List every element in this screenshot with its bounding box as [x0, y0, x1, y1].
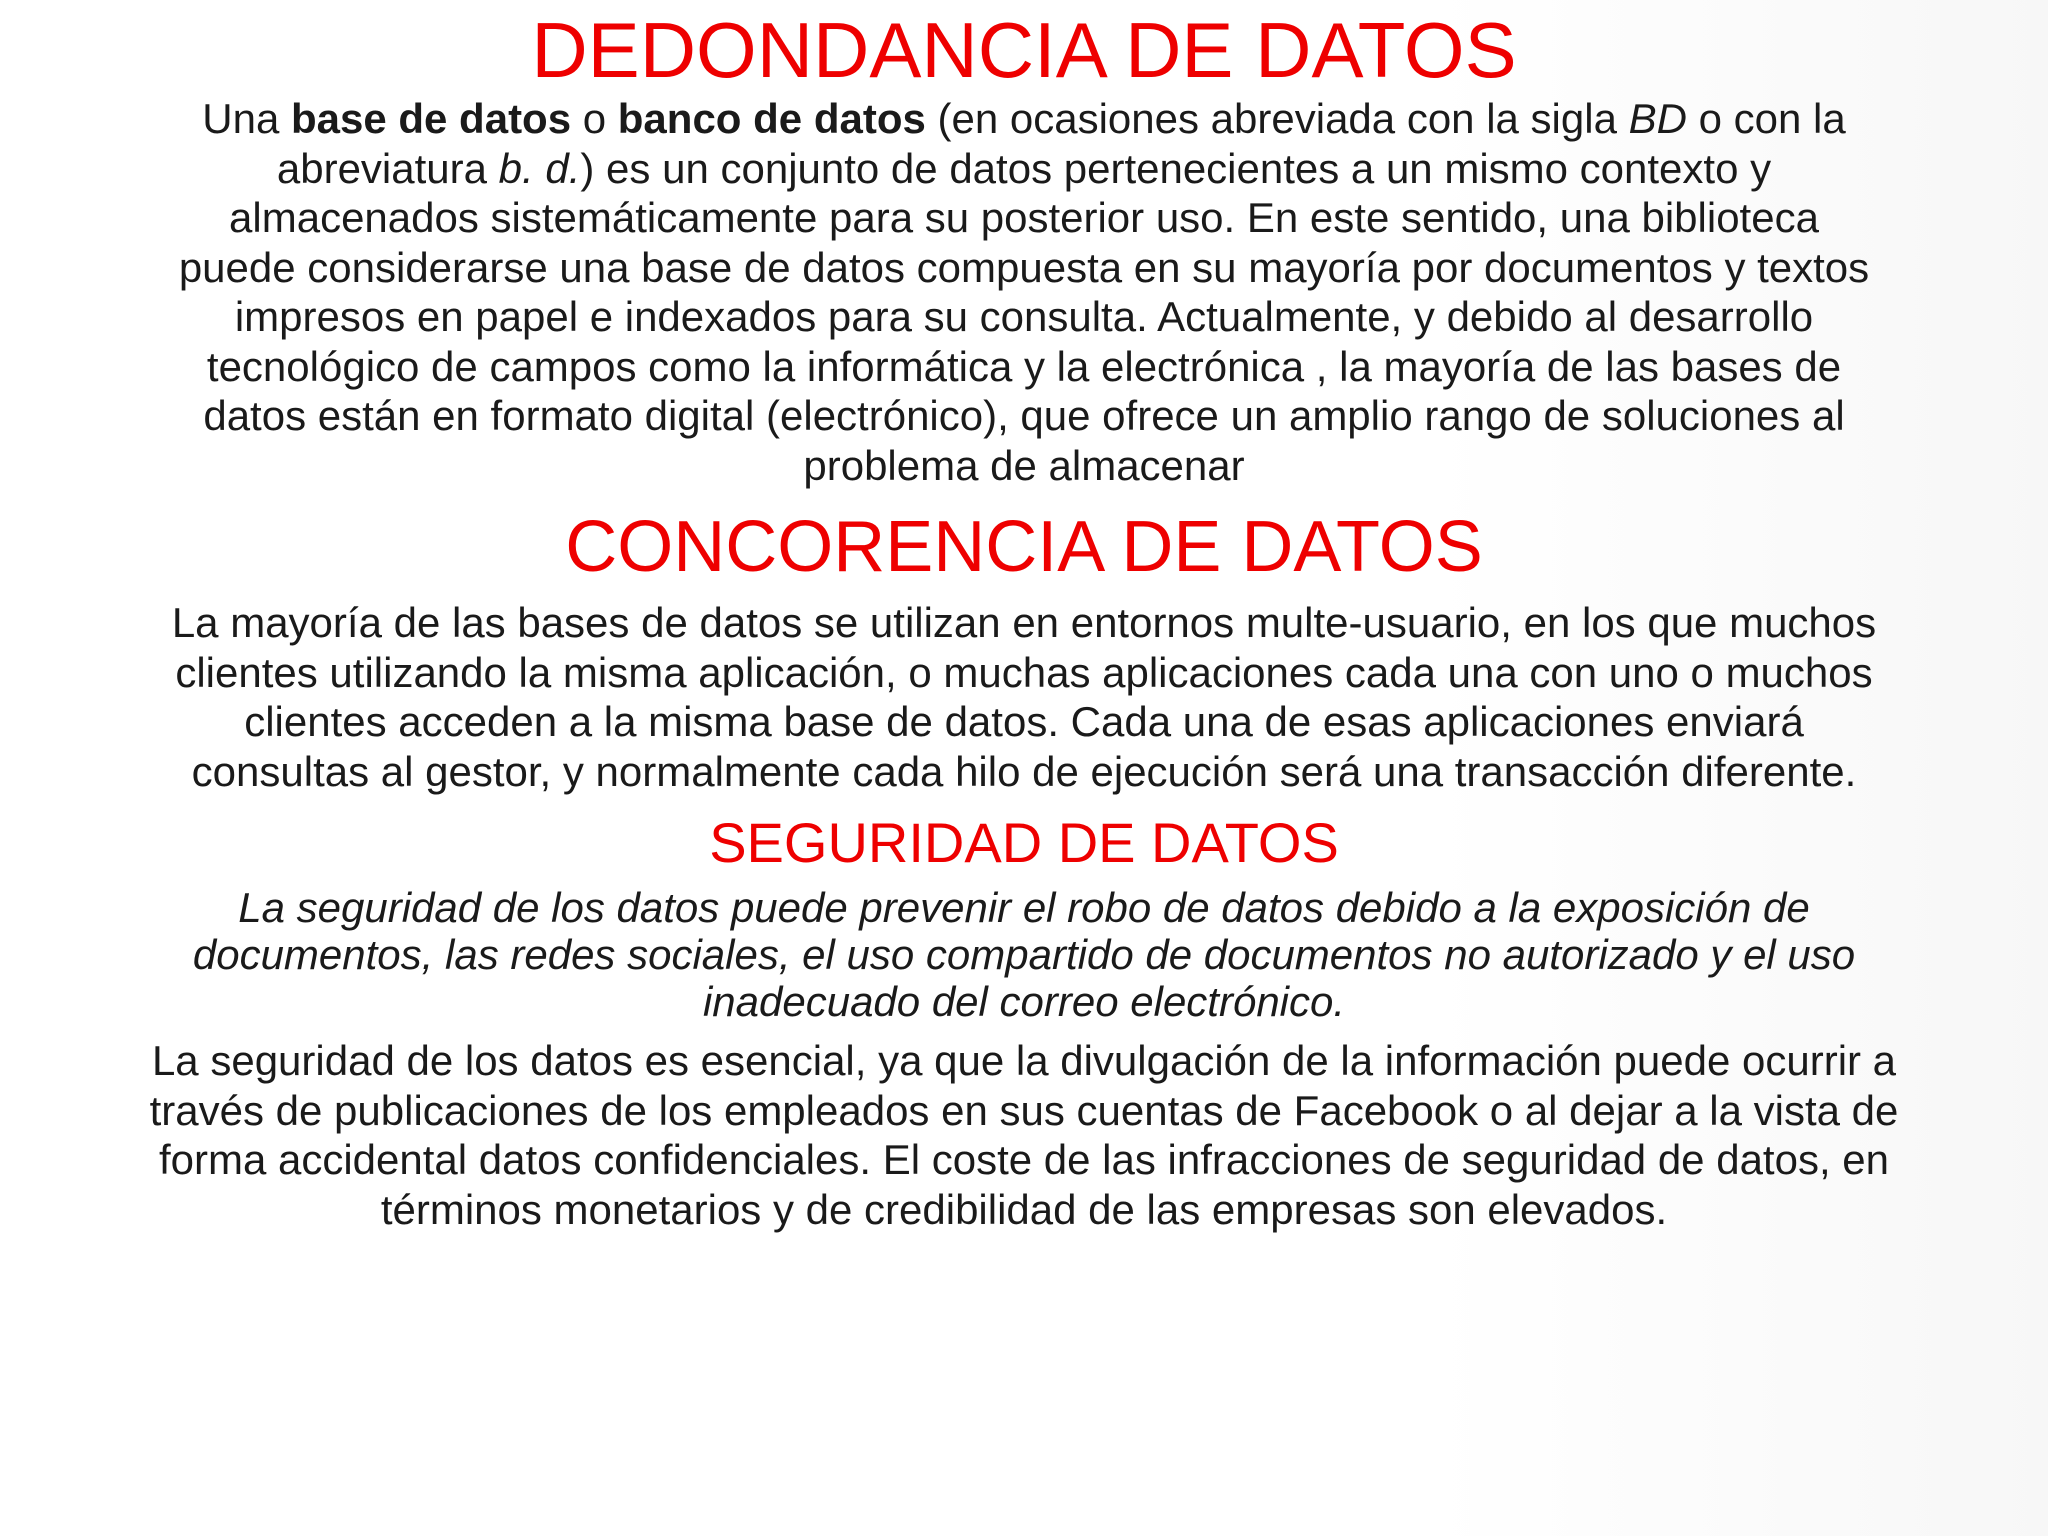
text-run: (en ocasiones abreviada con la sigla	[925, 95, 1629, 142]
paragraph-line: impresos en papel e indexados para su consulta. Actualmente, y debido al desarrollo	[234, 293, 1814, 340]
paragraph-concurrencia	[70, 598, 1978, 796]
heading-seguridad: SEGURIDAD DE DATOS	[709, 811, 1339, 874]
paragraph-line: La mayoría de las bases de datos se utilizan en entornos multe-usuario, en los que muchos	[171, 599, 1877, 646]
paragraph-line: consultas al gestor, y normalmente cada hilo de ejecución será una transacción diferente.	[191, 747, 1857, 795]
paragraph-line: datos están en formato digital (electrónico), que ofrece un amplio rango de soluciones al	[203, 392, 1845, 439]
paragraph-line: La seguridad de los datos puede prevenir el robo de datos debido a la exposición de	[238, 884, 1810, 931]
text-run: ) es un conjunto de datos pertenecientes a un mismo contexto y	[580, 144, 1772, 192]
paragraph-line: clientes utilizando la misma aplicación, o muchas aplicaciones cada una con uno o muchos	[175, 648, 1873, 696]
paragraph-line: tecnológico de campos como la informática y la electrónica , la mayoría de las bases de	[206, 342, 1842, 390]
bold-term-banco-de-datos: banco de datos	[617, 95, 926, 142]
paragraph-line: puede considerarse una base de datos compuesta en su mayoría por documentos y textos	[178, 243, 1870, 291]
paragraph-seguridad-italic	[70, 884, 1978, 1025]
paragraph-base-de-datos	[70, 94, 1978, 490]
paragraph-line	[70, 144, 1978, 194]
paragraph-line: términos monetarios y de credibilidad de las empresas son elevados.	[380, 1185, 1668, 1233]
text-run: Una	[202, 95, 291, 142]
paragraph-line: clientes acceden a la misma base de datos. Cada una de esas aplicaciones enviará	[244, 698, 1804, 745]
text-run: o	[571, 95, 618, 142]
heading-concurrencia: CONCORENCIA DE DATOS	[565, 507, 1483, 587]
paragraph-line: almacenados sistemáticamente para su posterior uso. En este sentido, una biblioteca	[229, 194, 1819, 241]
text-run: abreviatura	[276, 144, 499, 192]
heading-redundancia: DEDONDANCIA DE DATOS	[531, 6, 1517, 94]
paragraph-line: forma accidental datos confidenciales. El coste de las infracciones de seguridad de datos, en	[158, 1136, 1890, 1183]
paragraph-line: La seguridad de los datos es esencial, ya que la divulgación de la información puede ocurrir a	[151, 1037, 1897, 1084]
italic-term-bd-abbrev: b. d.	[498, 144, 581, 192]
italic-term-bd: BD	[1628, 95, 1687, 142]
paragraph-seguridad	[70, 1036, 1978, 1234]
paragraph-line: través de publicaciones de los empleados en sus cuentas de Facebook o al dejar a la vista de	[149, 1086, 1899, 1134]
bold-term-base-de-datos: base de datos	[290, 95, 572, 142]
paragraph-line: problema de almacenar	[803, 441, 1245, 489]
paragraph-line	[70, 94, 1978, 144]
text-run: o con la	[1686, 95, 1846, 142]
paragraph-line: inadecuado del correo electrónico.	[702, 978, 1346, 1025]
paragraph-line: documentos, las redes sociales, el uso compartido de documentos no autorizado y el uso	[192, 931, 1856, 978]
